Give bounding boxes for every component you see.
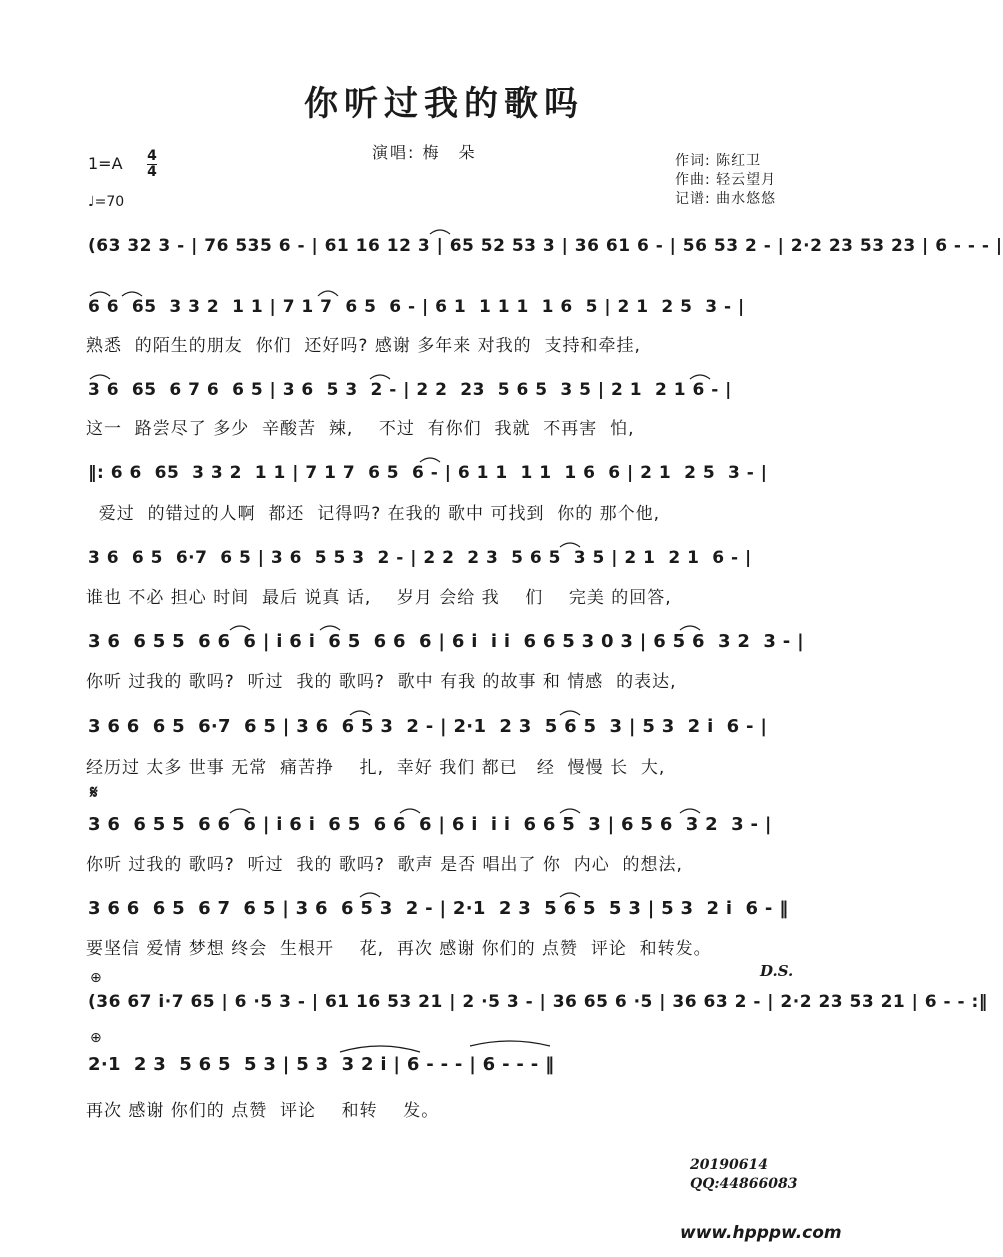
slur (230, 809, 250, 813)
slur (318, 291, 338, 296)
slur (690, 375, 710, 379)
score-line-4-notes: ‖: 6 6 65 3 3 2 1 1 | 7 1 7 6 5 6 - | 6 1 1 1 1 1 6 6 | 2 1 2 5 3 - | (88, 463, 768, 483)
ds-marking: D.S. (760, 962, 794, 980)
slur (360, 893, 380, 897)
score-line-3-notes: 3 6 65 6 7 6 6 5 | 3 6 5 3 2 - | 2 2 23 5 6 5 3 5 | 2 1 2 1 6 - | (88, 380, 732, 400)
score-line-2-notes: 6 6 65 3 3 2 1 1 | 7 1 7 6 5 6 - | 6 1 1 1 1 1 6 5 | 2 1 2 5 3 - | (88, 297, 745, 317)
slur (350, 711, 370, 715)
score-line-6-notes: 3 6 6 5 5 6 6 6 | i 6 i 6 5 6 6 6 | 6 i i i 6 6 5 3 0 3 | 6 5 6 3 2 3 - | (88, 631, 804, 652)
slur (560, 543, 580, 547)
score-line-1-notes: (63 32 3 - | 76 535 6 - | 61 16 12 3 | 65 52 53 3 | 36 61 6 - | 56 53 2 - | 2·2 23 53 23 | 6 - - - | (88, 236, 1003, 256)
score-line-11-lyrics: 再次 感谢 你们的 点赞 评论 和转 发。 (86, 1101, 440, 1121)
slur (560, 711, 580, 715)
score-line-7-notes: 3 6 6 6 5 6·7 6 5 | 3 6 6 5 3 2 - | 2·1 2 3 5 6 5 3 | 5 3 2 i 6 - | (88, 716, 768, 737)
score-line-3-lyrics: 这一 路尝尽了 多少 辛酸苦 辣, 不过 有你们 我就 不再害 怕, (86, 419, 635, 439)
slur (370, 375, 390, 379)
score-line-5-notes: 3 6 6 5 6·7 6 5 | 3 6 5 5 3 2 - | 2 2 2 3 5 6 5 3 5 | 2 1 2 1 6 - | (88, 548, 752, 568)
score-line-4-lyrics: 爱过 的错过的人啊 都还 记得吗? 在我的 歌中 可找到 你的 那个他, (86, 504, 661, 524)
slur (470, 1041, 550, 1046)
coda-sign-2: ⊕ (90, 1030, 102, 1046)
slur (430, 230, 450, 234)
slur (90, 375, 110, 379)
singer: 演唱: 梅 朵 (372, 143, 477, 162)
score-line-8-notes: 3 6 6 5 5 6 6 6 | i 6 i 6 5 6 6 6 | 6 i i i 6 6 5 3 | 6 5 6 3 2 3 - | (88, 814, 772, 835)
score-line-5-lyrics: 谁也 不必 担心 时间 最后 说真 话, 岁月 会给 我 们 完美 的回答, (86, 588, 672, 608)
credit-composer: 作曲: 轻云望月 (675, 172, 777, 188)
qq-contact: QQ:44866083 (690, 1176, 798, 1192)
score-line-9-notes: 3 6 6 6 5 6 7 6 5 | 3 6 6 5 3 2 - | 2·1 2 3 5 6 5 5 3 | 5 3 2 i 6 - ‖ (88, 898, 789, 919)
score-line-6-lyrics: 你听 过我的 歌吗? 听过 我的 歌吗? 歌中 有我 的故事 和 情感 的表达, (86, 672, 677, 692)
score-line-8-lyrics: 你听 过我的 歌吗? 听过 我的 歌吗? 歌声 是否 唱出了 你 内心 的想法, (86, 855, 683, 875)
site-watermark: www.hpppw.com (680, 1223, 842, 1243)
tempo: ♩=70 (88, 194, 125, 210)
slur (400, 809, 420, 813)
time-signature-top: 4 (147, 148, 157, 164)
slur (122, 292, 142, 296)
time-signature-bottom: 4 (147, 164, 157, 180)
sheet-title: 你听过我的歌吗 (304, 84, 584, 124)
score-line-10-notes: (36 67 i·7 65 | 6 ·5 3 - | 61 16 53 21 | 2 ·5 3 - | 36 65 6 ·5 | 36 63 2 - | 2·2 23 53 21 | 6 - - :‖ (88, 992, 988, 1012)
slur (320, 626, 340, 630)
credit-lyricist: 作词: 陈红卫 (675, 153, 762, 169)
credit-transcriber: 记谱: 曲水悠悠 (675, 191, 777, 207)
slur (90, 292, 110, 296)
score-line-2-lyrics: 熟悉 的陌生的朋友 你们 还好吗? 感谢 多年来 对我的 支持和牵挂, (86, 336, 641, 356)
coda-sign-1: ⊕ (90, 970, 102, 986)
slur (340, 1046, 420, 1052)
slur (420, 458, 440, 462)
score-line-11-notes: 2·1 2 3 5 6 5 5 3 | 5 3 3 2 i | 6 - - - | 6 - - - ‖ (88, 1054, 555, 1075)
slur (560, 893, 580, 897)
segno-sign: 𝄋 (90, 782, 98, 803)
date-stamp: 20190614 (690, 1157, 768, 1173)
key-signature: 1=A (88, 154, 123, 173)
slur (680, 626, 700, 630)
slur (680, 809, 700, 813)
score-line-9-lyrics: 要坚信 爱情 梦想 终会 生根开 花, 再次 感谢 你们的 点赞 评论 和转发。 (86, 939, 712, 959)
slur (560, 809, 580, 813)
slur (230, 626, 250, 630)
score-line-7-lyrics: 经历过 太多 世事 无常 痛苦挣 扎, 幸好 我们 都已 经 慢慢 长 大, (86, 758, 666, 778)
